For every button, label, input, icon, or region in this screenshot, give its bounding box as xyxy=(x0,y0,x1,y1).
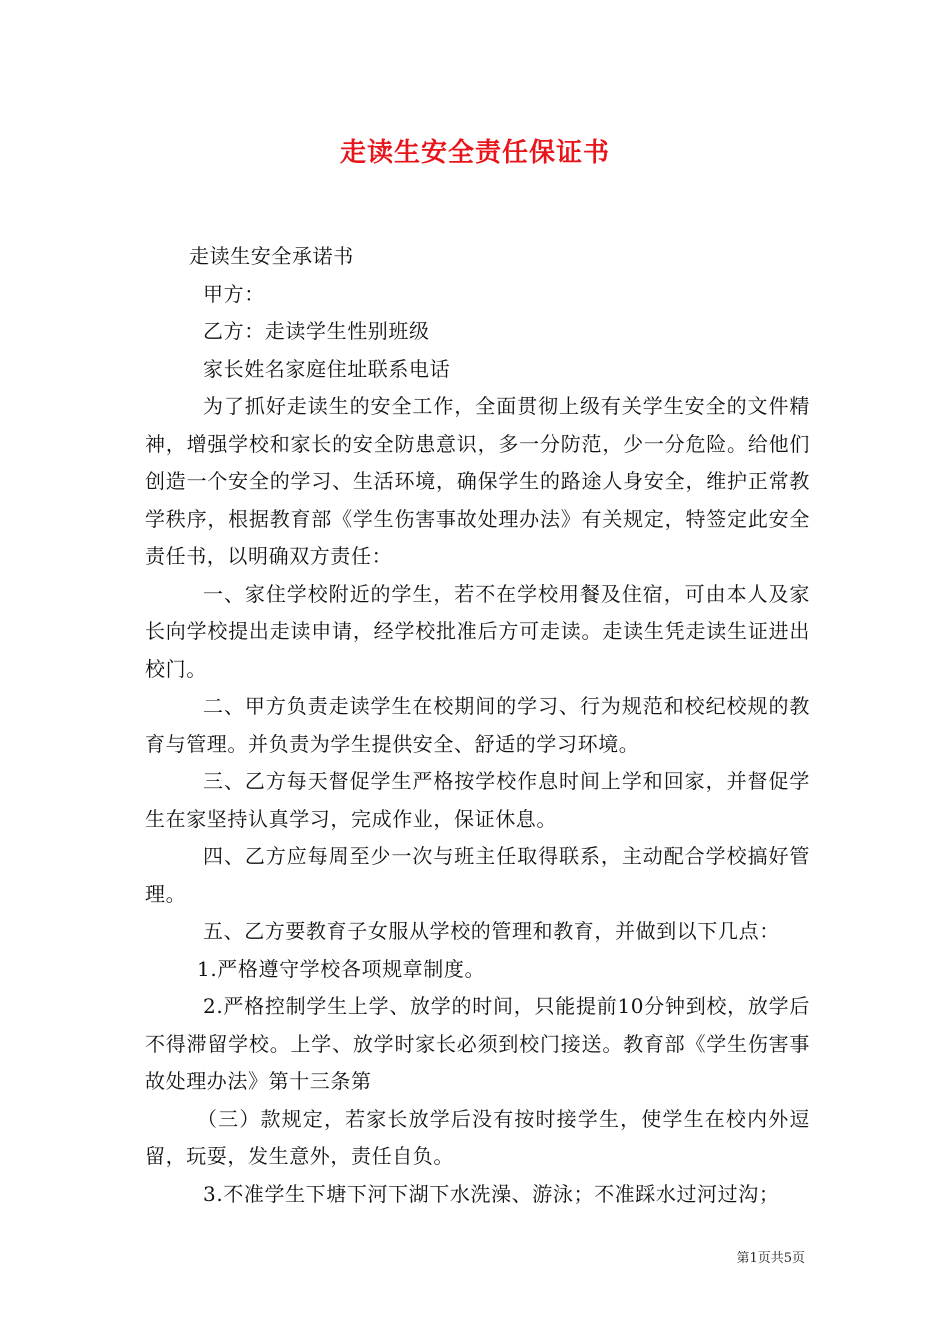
heading-line: 走读生安全承诺书 xyxy=(189,244,354,268)
item-3-paragraph: 三、乙方每天督促学生严格按学校作息时间上学和回家，并督促学生在家坚持认真学习，完成作业，保证休息。 xyxy=(145,769,810,831)
item-2-paragraph: 二、甲方负责走读学生在校期间的学习、行为规范和校纪校规的教育与管理。并负责为学生提供安全、舒适的学习环境。 xyxy=(145,694,810,756)
item-4-paragraph: 四、乙方应每周至少一次与班主任取得联系，主动配合学校搞好管理。 xyxy=(145,844,810,906)
sub-item-1: 1.严格遵守学校各项规章制度。 xyxy=(197,956,486,981)
page-number: 第1页共5页 xyxy=(736,1251,805,1266)
document-body xyxy=(145,238,810,1213)
party-b-line: 乙方：走读学生性别班级 xyxy=(203,319,430,343)
document-title: 走读生安全责任保证书 xyxy=(339,138,610,168)
item-1-paragraph: 一、家住学校附近的学生，若不在学校用餐及住宿，可由本人及家长向学校提出走读申请，经学校批准后方可走读。走读生凭走读生证进出校门。 xyxy=(145,581,810,681)
item-5-paragraph: 五、乙方要教育子女服从学校的管理和教育，并做到以下几点： xyxy=(203,919,780,943)
sub-item-3: 3.不准学生下塘下河下湖下水洗澡、游泳；不准踩水过河过沟； xyxy=(203,1181,780,1206)
sub-item-2-continued: （三）款规定，若家长放学后没有按时接学生，使学生在校内外逗留，玩耍，发生意外，责任自负。 xyxy=(145,1106,810,1168)
parent-info-line: 家长姓名家庭住址联系电话 xyxy=(203,356,451,381)
sub-item-2: 2.严格控制学生上学、放学的时间，只能提前10分钟到校，放学后不得滞留学校。上学、放学时家长必须到校门接送。教育部《学生伤害事故处理办法》第十三条第 xyxy=(145,994,810,1093)
party-a-line: 甲方： xyxy=(203,281,265,306)
intro-paragraph: 为了抓好走读生的安全工作，全面贯彻上级有关学生安全的文件精神，增强学校和家长的安全防患意识，多一分防范，少一分危险。给他们创造一个安全的学习、生活环境，确保学生的路途人身安全，维护正常教学秩序，根据教育部《学生伤害事故处理办法》有关规定，特签定此安全责任书，以明确双方责任： xyxy=(145,394,810,568)
